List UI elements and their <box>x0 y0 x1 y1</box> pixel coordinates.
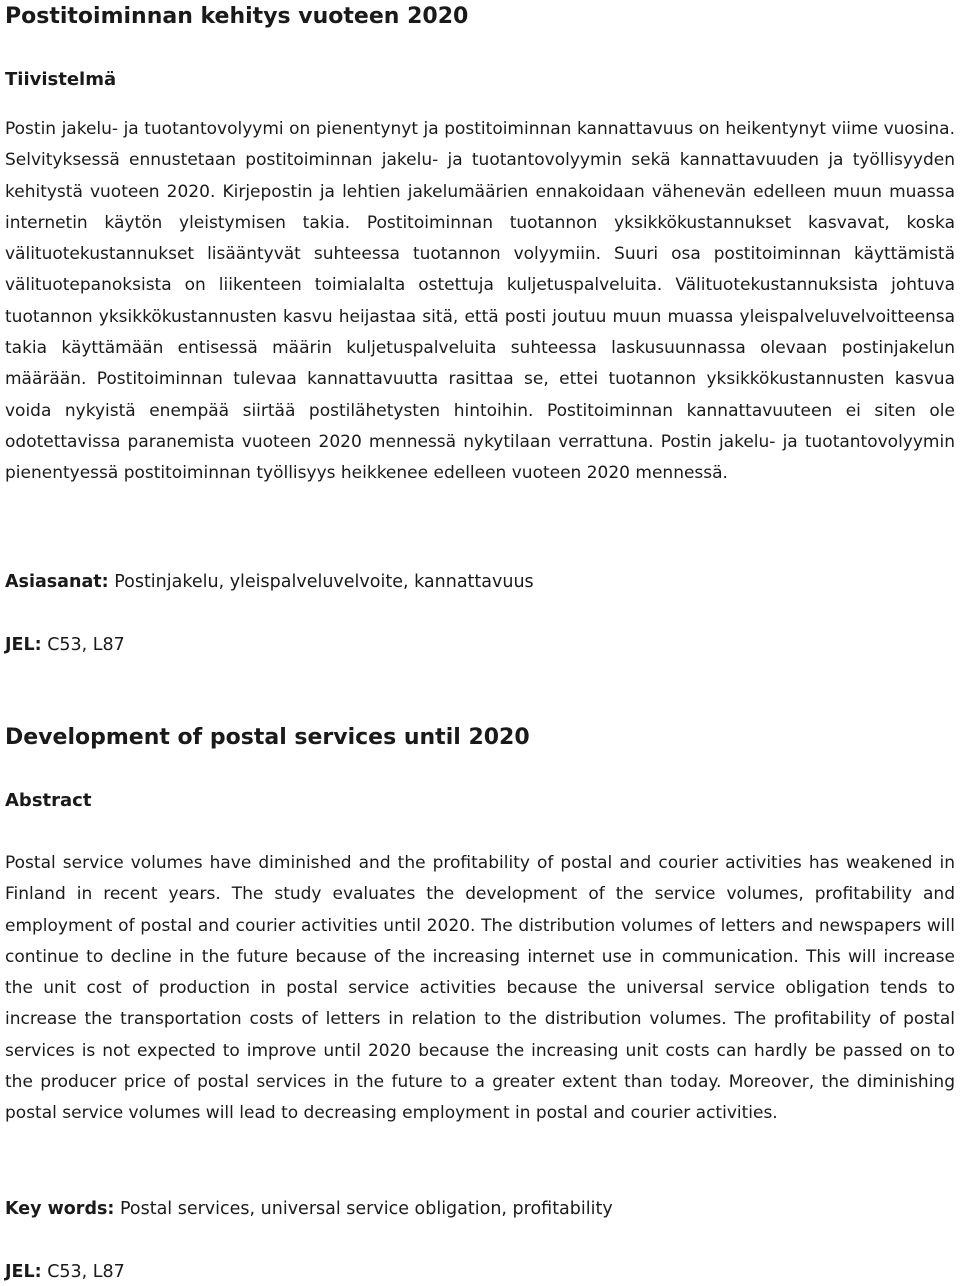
finnish-abstract-heading: Tiivistelmä <box>5 69 117 90</box>
finnish-keywords <box>5 570 534 594</box>
finnish-abstract-text: Postin jakelu- ja tuotantovolyymi on pienentynyt ja postitoiminnan kannattavuus on heikentynyt viime vuosina. Selvityksessä ennustetaan postitoiminnan jakelu- ja tuotantovolyymin sekä kannattavuuden ja työllisyyden kehitystä vuoteen 2020. Kirjepostin ja lehtien jakelumäärien ennakoidaan vähenevän edelleen muun muassa internetin käytön yleistymisen takia. Postitoiminnan tuotannon yksikkökustannukset kasvavat, koska välituotekustannukset lisääntyvät suhteessa tuotannon volyymiin. Suuri osa postitoiminnan käyttämistä välituotepanoksista on liikenteen toimialalta ostettuja kuljetuspalveluita. Välituotekustannuksista johtuva tuotannon yksikkökustannusten kasvu heijastaa sitä, että posti joutuu muun muassa yleispalveluvelvoitteensa takia käyttämään entisessä määrin kuljetuspalveluita suhteessa laskusuunnassa olevaan postinjakelun määrään. Postitoiminnan tulevaa kannattavuutta rasittaa se, ettei tuotannon yksikkökustannusten kasvua voida nykyistä enempää siirtää postilähetysten hintoihin. Postitoiminnan kannattavuuteen ei siten ole odotettavissa paranemista vuoteen 2020 mennessä nykytilaan verrattuna. Postin jakelu- ja tuotantovolyymin pienentyessä postitoiminnan työllisyys heikkenee edelleen vuoteen 2020 mennessä. <box>5 119 955 484</box>
english-abstract-heading: Abstract <box>5 790 92 811</box>
english-keywords-value: Postal services, universal service obligation, profitability <box>114 1199 613 1219</box>
finnish-jel-codes <box>5 633 125 657</box>
finnish-keywords-value: Postinjakelu, yleispalveluvelvoite, kannattavuus <box>108 572 534 592</box>
english-keywords-label: Key words: <box>5 1199 115 1219</box>
finnish-title: Postitoiminnan kehitys vuoteen 2020 <box>5 4 469 29</box>
finnish-keywords-label: Asiasanat: <box>5 572 109 592</box>
english-jel-label: JEL: <box>5 1262 42 1282</box>
english-abstract-text: Postal service volumes have diminished and the profitability of postal and courier activities has weakened in Finland in recent years. The study evaluates the development of the service volumes, profitability and employment of postal and courier activities until 2020. The distribution volumes of letters and newspapers will continue to decline in the future because of the increasing internet use in communication. This will increase the unit cost of production in postal service activities because the universal service obligation tends to increase the transportation costs of letters in relation to the distribution volumes. The profitability of postal services is not expected to improve until 2020 because the increasing unit costs can hardly be passed on to the producer price of postal services in the future to a greater extent than today. Moreover, the diminishing postal service volumes will lead to decreasing employment in postal and courier activities. <box>5 853 955 1124</box>
english-keywords <box>5 1197 613 1221</box>
english-title: Development of postal services until 2020 <box>5 725 530 750</box>
finnish-jel-label: JEL: <box>5 635 42 655</box>
english-jel-codes <box>5 1260 125 1284</box>
english-jel-value: C53, L87 <box>41 1262 125 1282</box>
finnish-jel-value: C53, L87 <box>41 635 125 655</box>
